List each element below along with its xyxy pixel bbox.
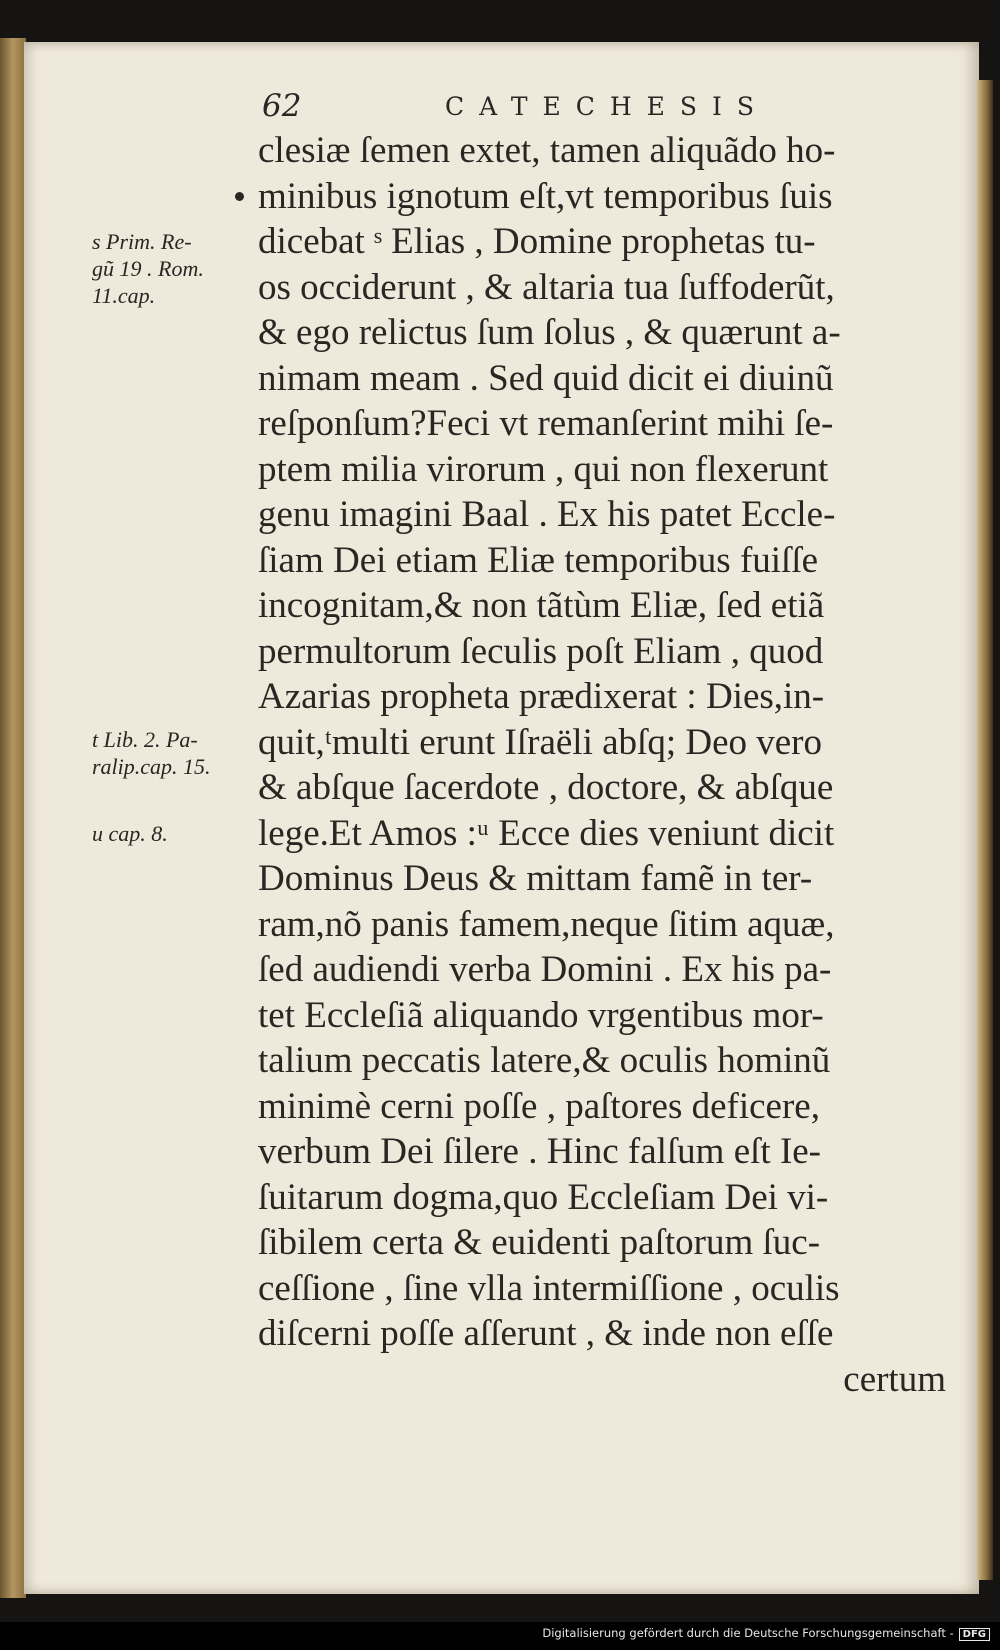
body-text	[258, 128, 958, 1402]
running-head: CATECHESIS	[445, 92, 770, 121]
marginal-note-u	[92, 820, 247, 847]
text-line: & ego relictus ſum ſolus , & quærunt a-	[258, 312, 841, 353]
text-line: & abſque ſacerdote , doctore, & abſque	[258, 767, 834, 808]
text-line: os occiderunt , & altaria tua ſuffoderũt,	[258, 266, 835, 308]
text-line: ptem milia virorum , qui non flexerunt	[258, 448, 829, 490]
text-line: verbum Dei ſilere . Hinc falſum eſt Ie-	[258, 1131, 822, 1172]
page-edges	[977, 80, 993, 1580]
note-line: t Lib. 2. Pa-	[92, 727, 198, 752]
note-line: s Prim. Re-	[92, 229, 192, 254]
text-line: Azarias propheta prædixerat : Dies,in-	[258, 676, 825, 717]
footer-credit	[542, 1626, 990, 1641]
text-line: reſponſum?Feci vt remanſerint mihi ſe-	[258, 403, 834, 444]
note-line: u cap. 8.	[92, 821, 168, 846]
text-line: ſibilem certa & euidenti paſtorum ſuc-	[258, 1222, 821, 1263]
text-line: ſiam Dei etiam Eliæ temporibus fuiſſe	[258, 539, 819, 581]
note-line: 11.cap.	[92, 283, 156, 308]
text-line: quit,ᵗmulti erunt Iſraëli abſq; Deo vero	[258, 721, 822, 763]
text-line: nimam meam . Sed quid dicit ei diuinũ	[258, 357, 834, 399]
page-number: 62	[262, 88, 302, 124]
text-line: lege.Et Amos :ᵘ Ecce dies veniunt dicit	[258, 812, 835, 854]
marginal-note-s	[92, 228, 247, 309]
text-line: ram,nõ panis famem,neque ſitim aquæ,	[258, 903, 835, 945]
text-line: permultorum ſeculis poſt Eliam , quod	[258, 630, 824, 672]
text-line: tet Eccleſiã aliquando vrgentibus mor-	[258, 994, 824, 1036]
text-line: Dominus Deus & mittam famẽ in ter-	[258, 858, 813, 899]
text-line: ſed audiendi verba Domini . Ex his pa-	[258, 949, 832, 990]
marginal-note-t	[92, 726, 247, 780]
catchword: certum	[843, 1358, 946, 1400]
footer-credit-text: Digitalisierung gefördert durch die Deutsche Forschungsgemeinschaft -	[542, 1626, 954, 1640]
footer-bar	[0, 1622, 1000, 1650]
text-line: ſuitarum dogma,quo Eccleſiam Dei vi-	[258, 1176, 829, 1218]
margin-dot-icon	[235, 192, 244, 201]
book-spine-edge	[0, 38, 26, 1598]
text-line: clesiæ ſemen extet, tamen aliquãdo ho-	[258, 130, 836, 171]
text-line: dicebat ˢ Elias , Domine prophetas tu-	[258, 221, 816, 262]
dfg-logo: DFG	[959, 1628, 990, 1641]
text-line: talium peccatis latere,& oculis hominũ	[258, 1040, 831, 1081]
text-line: minibus ignotum eſt,vt temporibus ſuis	[258, 175, 833, 217]
text-line: minimè cerni poſſe , paſtores deficere,	[258, 1085, 820, 1127]
note-line: gũ 19 . Rom.	[92, 256, 204, 281]
text-line: ceſſione , ſine vlla intermiſſione , oculis	[258, 1267, 840, 1309]
text-line: diſcerni poſſe aſſerunt , & inde non eſſe	[258, 1313, 834, 1354]
note-line: ralip.cap. 15.	[92, 754, 211, 779]
text-line: genu imagini Baal . Ex his patet Eccle-	[258, 494, 836, 535]
text-line: incognitam,& non tãtùm Eliæ, ſed etiã	[258, 585, 825, 626]
